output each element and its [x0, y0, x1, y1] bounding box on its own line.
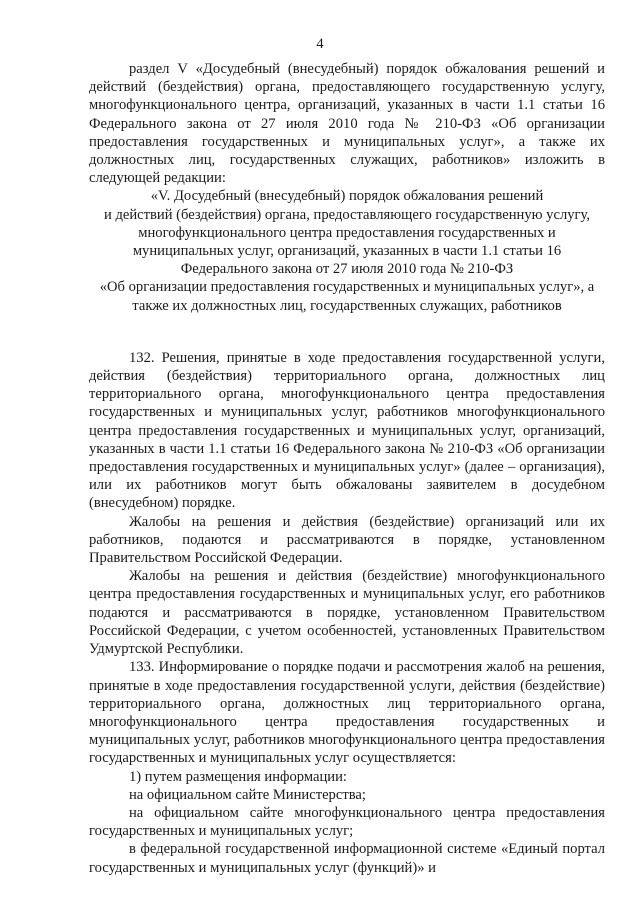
document-body [89, 60, 605, 877]
heading-line: Федерального закона от 27 июля 2010 года № 210-ФЗ [180, 261, 514, 278]
heading-line: и действий (бездействия) органа, предоставляющего государственную услугу, [103, 206, 590, 223]
paragraph-133: 133. Информирование о порядке подачи и рассмотрения жалоб на решения, принятые в ходе предоставления государственной услуги, действия (бездействие) территориального органа, должностных лиц территориального органа, многофункционального центра предоставления государственных и муниципальных услуг, работников многофункционального центра предоставления государственных и муниципальных услуг осуществляется: [89, 659, 605, 767]
page-number: 4 [316, 36, 324, 52]
spacer [89, 315, 605, 349]
paragraph-complaints-mfc: Жалобы на решения и действия (бездействие) многофункционального центра предоставления государственных и муниципальных услуг, его работников подаются и рассматриваются в порядке, установленном Правительством Российской Федерации, с учетом особенностей, установленных Правительством Удмуртской Республики. [89, 568, 605, 658]
list-subitem-ministry-site: на официальном сайте Министерства; [129, 786, 366, 803]
heading-line: также их должностных лиц, государственных служащих, работников [132, 297, 562, 314]
heading-line: муниципальных услуг, организаций, указанных в части 1.1 статьи 16 [132, 243, 562, 260]
intro-paragraph: раздел V «Досудебный (внесудебный) порядок обжалования решений и действий (бездействия) органа, предоставляющего государственную услугу, многофункционального центра, организаций, указанных в части 1.1 статьи 16 Федерального закона от 27 июля 2010 года № 210-ФЗ «Об организации предоставления государственных и муниципальных услуг», а также их должностных лиц, государственных служащих, работников» изложить в следующей редакции: [89, 61, 605, 187]
list-subitem-mfc-site: на официальном сайте многофункционального центра предоставления государственных и муниципальных услуг; [89, 804, 605, 840]
section-heading [89, 187, 605, 314]
paragraph-132: 132. Решения, принятые в ходе предоставления государственной услуги, действия (бездействия) территориального органа, должностных лиц территориального органа, многофункционального центра предоставления государственных и муниципальных услуг, работников многофункционального центра предоставления государственных и муниципальных услуг, организаций, указанных в части 1.1 статьи 16 Федерального закона № 210-ФЗ «Об организации предоставления государственных и муниципальных услуг» (далее – организация), или их работников могут быть обжалованы заявителем в досудебном (внесудебном) порядке. [89, 349, 605, 512]
list-item-1: 1) путем размещения информации: [129, 768, 347, 785]
paragraph-complaints-organizations: Жалобы на решения и действия (бездействие) организаций или их работников, подаются и рассматриваются в порядке, установленном Правительством Российской Федерации. [89, 513, 605, 567]
heading-line: «Об организации предоставления государственных и муниципальных услуг», а [99, 279, 595, 296]
heading-line: многофункционального центра предоставления государственных и [138, 224, 556, 241]
heading-line: «V. Досудебный (внесудебный) порядок обжалования решений [150, 188, 544, 205]
list-subitem-federal-portal: в федеральной государственной информационной системе «Единый портал государственных и муниципальных услуг (функций)» и [89, 841, 605, 876]
